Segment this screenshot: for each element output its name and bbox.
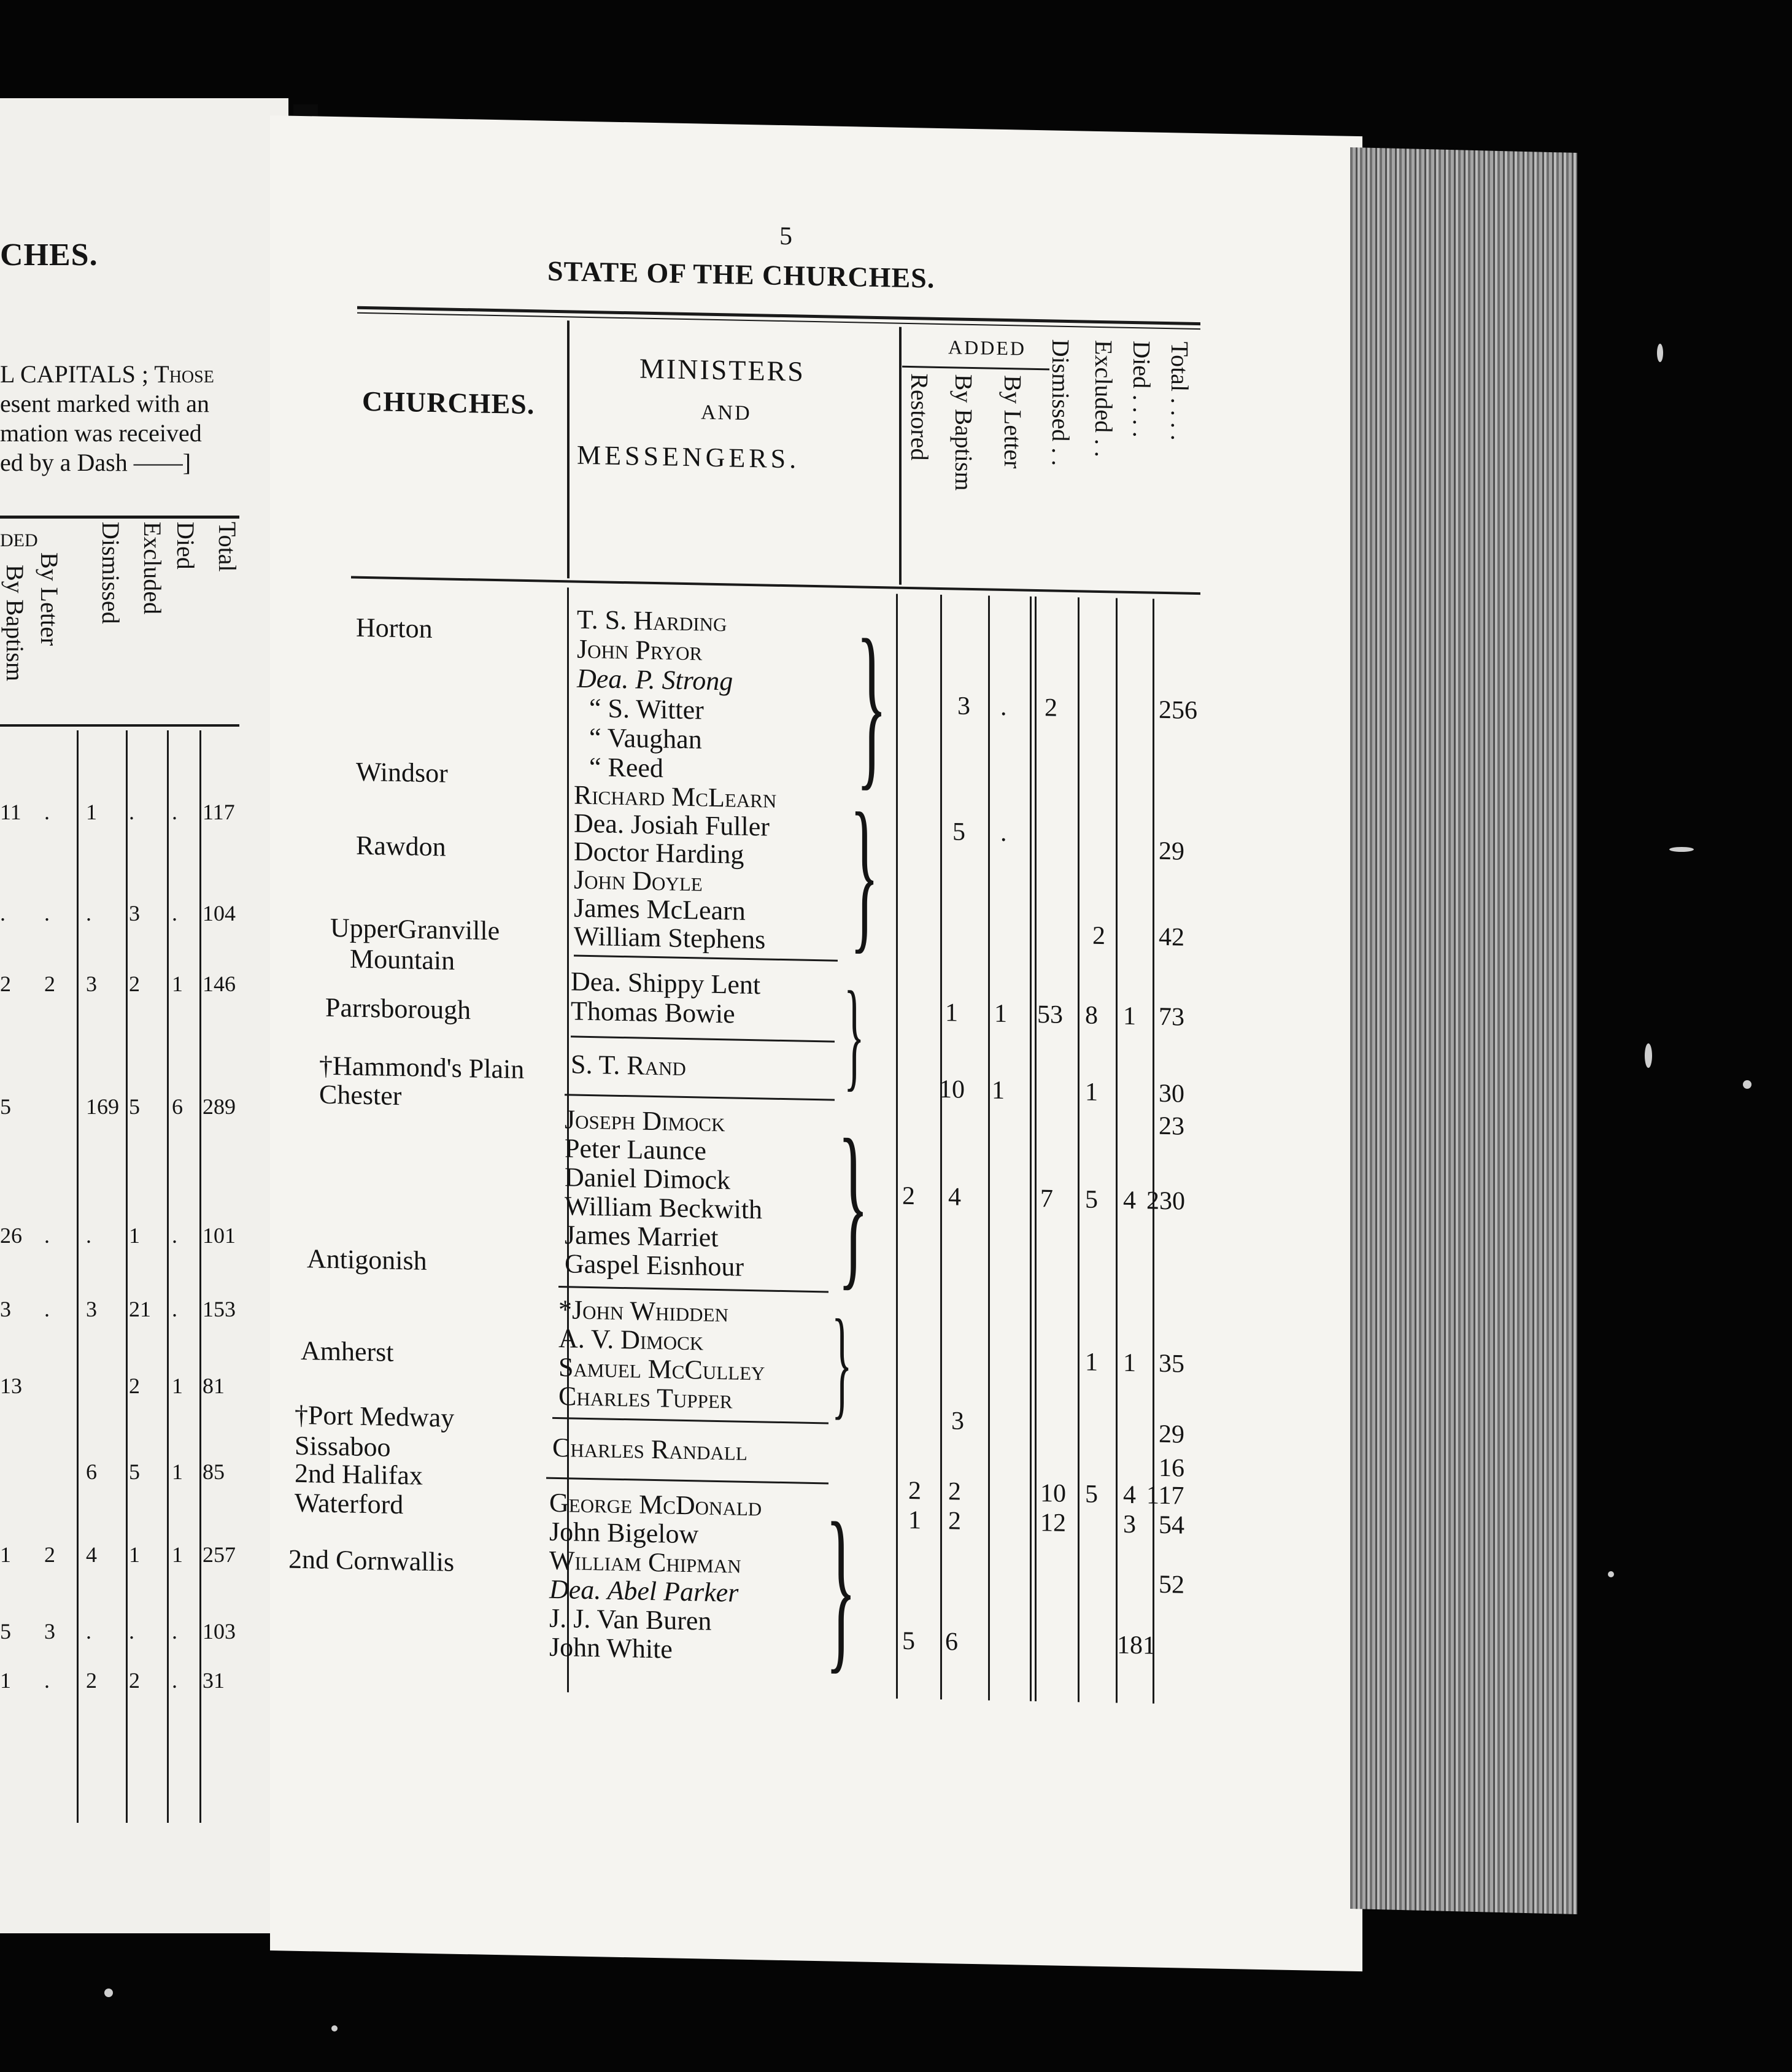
figure: 1 <box>994 999 1007 1029</box>
figure: 6 <box>945 1628 958 1656</box>
figure: 29 <box>1159 837 1184 866</box>
minister-name: John Doyle <box>574 864 703 897</box>
left-rule <box>0 724 239 727</box>
figure: 29 <box>1159 1420 1184 1449</box>
minister-name: Charles Randall <box>552 1432 747 1466</box>
header-divider <box>899 327 902 585</box>
left-table-cell: . <box>129 1619 134 1644</box>
group-brace: } <box>825 1485 857 1690</box>
left-col-header: Total <box>214 522 241 572</box>
minister-name: Dea. Abel Parker <box>549 1574 739 1608</box>
figure: 8 <box>1085 1001 1098 1030</box>
figure: 2 <box>948 1507 961 1536</box>
group-rule <box>574 955 838 962</box>
left-table-cell: . <box>86 1619 91 1644</box>
header-excluded: Excluded . . <box>1090 339 1118 458</box>
church-name: Windsor <box>356 756 448 789</box>
left-page <box>0 98 288 1933</box>
minister-name: Samuel McCulley <box>558 1352 765 1386</box>
header-died: Died . . . . <box>1128 340 1156 438</box>
header-added: ADDED <box>948 336 1026 360</box>
minister-name: Doctor Harding <box>574 836 744 870</box>
left-column-line <box>77 730 79 1823</box>
minister-name: William Stephens <box>574 921 766 955</box>
left-table-cell: 1 <box>129 1223 140 1248</box>
left-intro-line: L CAPITALS ; Those <box>0 360 214 388</box>
left-table-cell: 1 <box>0 1668 11 1693</box>
left-table-cell: 1 <box>0 1542 11 1567</box>
column-line <box>896 594 898 1699</box>
minister-name: Dea. Josiah Fuller <box>574 808 770 842</box>
left-table-cell: 2 <box>129 1374 140 1398</box>
column-line <box>1116 598 1118 1703</box>
left-table-cell: . <box>44 1297 50 1321</box>
left-table-cell: . <box>44 1668 50 1693</box>
minister-name: “ Reed <box>589 751 663 784</box>
figure: 4 <box>948 1183 961 1212</box>
church-name: 2nd Halifax <box>295 1458 423 1491</box>
figure: 5 <box>1085 1480 1098 1509</box>
figure: 2 <box>1092 921 1105 951</box>
left-table-cell: 289 <box>203 1094 236 1119</box>
church-name: †Port Medway <box>295 1399 455 1433</box>
figure: 1 <box>992 1076 1005 1105</box>
left-table-cell: 3 <box>129 901 140 926</box>
left-added-header: DED <box>0 530 38 551</box>
figure: 256 <box>1159 695 1197 725</box>
left-table-cell: 101 <box>203 1223 236 1248</box>
minister-name: William Beckwith <box>565 1191 763 1225</box>
header-total: Total . . . . <box>1166 341 1194 441</box>
left-table-cell: 26 <box>0 1223 22 1248</box>
minister-name: Richard McLearn <box>574 779 777 814</box>
left-table-cell: 6 <box>172 1094 183 1119</box>
left-rule <box>0 516 239 519</box>
figure: 4 <box>1123 1186 1136 1215</box>
church-name: †Hammond's Plain <box>319 1050 525 1084</box>
minister-name: Gaspel Eisnhour <box>565 1248 744 1282</box>
column-line <box>940 595 942 1699</box>
left-table-cell: 2 <box>44 972 55 996</box>
figure: 1 <box>1085 1078 1098 1107</box>
figure: 4 <box>1123 1480 1136 1510</box>
figure: 10 <box>1040 1479 1066 1508</box>
figure: 181 <box>1117 1631 1156 1660</box>
figure: 2 <box>908 1476 921 1506</box>
figure: 1 <box>1123 1348 1136 1378</box>
church-name: Mountain <box>350 943 455 976</box>
minister-name: Charles Tupper <box>558 1381 733 1415</box>
figure: 35 <box>1159 1349 1184 1378</box>
left-table-cell: 3 <box>86 1297 97 1321</box>
figure: 3 <box>957 692 970 721</box>
page-number: 5 <box>779 222 792 251</box>
figure: 3 <box>951 1407 964 1436</box>
left-title-fragment: CHES. <box>0 238 98 273</box>
group-rule <box>552 1417 828 1424</box>
figure: 5 <box>902 1626 915 1656</box>
left-table-cell: 257 <box>203 1542 236 1567</box>
page-title: STATE OF THE CHURCHES. <box>547 255 935 294</box>
left-table-cell: 2 <box>0 972 11 996</box>
left-table-cell: . <box>86 1223 91 1248</box>
left-table-cell: 3 <box>0 1297 11 1321</box>
column-line <box>1153 599 1154 1704</box>
figure: 73 <box>1159 1002 1184 1032</box>
minister-name: A. V. Dimock <box>558 1323 704 1356</box>
figure: 2 <box>1045 694 1057 722</box>
left-table-cell: 3 <box>86 972 97 996</box>
left-table-cell: 85 <box>203 1459 225 1484</box>
left-column-line <box>126 730 128 1823</box>
figure: 7 <box>1040 1185 1053 1213</box>
figure: 42 <box>1159 922 1184 952</box>
figure: 1 <box>945 999 958 1027</box>
church-name: UpperGranville <box>330 912 500 946</box>
minister-name: Daniel Dimock <box>565 1162 731 1196</box>
minister-name: Thomas Bowie <box>571 995 735 1029</box>
minister-name: George McDonald <box>549 1487 762 1522</box>
left-table-cell: 3 <box>44 1619 55 1644</box>
left-table-cell: 2 <box>129 972 140 996</box>
figure: 23 <box>1159 1111 1184 1141</box>
left-table-cell: 1 <box>172 1542 183 1567</box>
minister-name: John White <box>549 1631 673 1664</box>
figure: 1 <box>908 1506 921 1535</box>
minister-name: “ S. Witter <box>589 692 704 725</box>
minister-name: J. J. Van Buren <box>549 1602 712 1636</box>
figure: 1 <box>1123 1002 1136 1031</box>
header-ministers: MINISTERS <box>639 352 805 387</box>
figure: 5 <box>1085 1185 1098 1214</box>
left-table-cell: . <box>86 901 91 926</box>
header-divider <box>567 320 570 578</box>
column-line <box>1030 597 1032 1701</box>
left-table-cell: 5 <box>0 1094 11 1119</box>
header-bottom-rule <box>351 576 1200 595</box>
minister-name: Joseph Dimock <box>565 1104 725 1138</box>
minister-name: James Marriet <box>565 1220 719 1253</box>
church-name: Sissaboo <box>295 1430 391 1463</box>
left-table-cell: 104 <box>203 901 236 926</box>
group-brace: } <box>844 966 865 1103</box>
left-table-cell: 81 <box>203 1374 225 1398</box>
figure: 10 <box>939 1075 965 1104</box>
figure: . <box>1000 692 1007 722</box>
left-table-cell: . <box>172 800 177 824</box>
group-brace: } <box>850 777 879 969</box>
right-page <box>270 115 1362 1971</box>
group-rule <box>558 1286 828 1293</box>
left-table-cell: . <box>172 901 177 926</box>
left-table-cell: 4 <box>86 1542 97 1567</box>
left-table-cell: 117 <box>203 800 235 824</box>
header-churches: CHURCHES. <box>362 385 535 420</box>
minister-name: T. S. Harding <box>577 604 727 638</box>
left-table-cell: 31 <box>203 1668 225 1693</box>
left-table-cell: . <box>172 1668 177 1693</box>
minister-name: S. T. Rand <box>571 1049 686 1082</box>
left-table-cell: 21 <box>129 1297 151 1321</box>
left-table-cell: 5 <box>0 1619 11 1644</box>
left-col-header: Excluded <box>139 522 166 615</box>
left-table-cell: 1 <box>172 1459 183 1484</box>
figure: 52 <box>1159 1570 1184 1599</box>
left-table-cell: 6 <box>86 1459 97 1484</box>
church-name: Amherst <box>301 1335 394 1367</box>
figure: 16 <box>1159 1453 1184 1483</box>
figure: 3 <box>1123 1510 1136 1539</box>
church-name: Waterford <box>295 1487 404 1520</box>
left-col-header: By Baptism <box>1 565 29 682</box>
left-intro-line: mation was received <box>0 419 202 447</box>
column-line <box>1078 597 1079 1702</box>
group-rule <box>546 1477 828 1485</box>
left-table-cell: 1 <box>86 800 97 824</box>
added-underline <box>902 366 1049 371</box>
left-intro-line: ed by a Dash ——] <box>0 449 191 476</box>
left-table-cell: 169 <box>86 1094 119 1119</box>
church-name: Antigonish <box>307 1243 427 1276</box>
minister-name: Peter Launce <box>565 1133 706 1166</box>
page-edges <box>1350 147 1577 1914</box>
minister-name: “ Vaughan <box>589 722 702 755</box>
left-table-cell: . <box>44 1223 50 1248</box>
figure: 53 <box>1037 1000 1063 1029</box>
left-table-cell: 2 <box>86 1668 97 1693</box>
church-name: Rawdon <box>356 830 446 862</box>
left-table-cell: 2 <box>129 1668 140 1693</box>
minister-name: John Bigelow <box>549 1516 699 1550</box>
minister-name: John Pryor <box>577 633 703 667</box>
left-table-cell: 153 <box>203 1297 236 1321</box>
left-column-line <box>199 730 201 1823</box>
figure: 117 <box>1146 1481 1184 1510</box>
left-table-cell: 1 <box>172 1374 183 1398</box>
church-name: Parrsborough <box>325 992 471 1026</box>
figure: 5 <box>952 818 965 846</box>
figure: 54 <box>1159 1510 1184 1540</box>
left-table-cell: 1 <box>129 1542 140 1567</box>
figure: 230 <box>1146 1186 1185 1216</box>
group-brace: } <box>856 601 887 806</box>
left-table-cell: 13 <box>0 1374 22 1398</box>
left-column-line <box>167 730 169 1823</box>
left-table-cell: . <box>44 901 50 926</box>
church-name: Horton <box>356 612 433 644</box>
figure: 30 <box>1159 1079 1184 1108</box>
figure: 1 <box>1085 1348 1098 1377</box>
header-and: AND <box>701 401 752 425</box>
left-table-cell: 5 <box>129 1094 140 1119</box>
minister-name: *John Whidden <box>558 1294 728 1328</box>
left-table-cell: 2 <box>44 1542 55 1567</box>
left-table-cell: . <box>0 901 6 926</box>
header-restored: Restored <box>906 373 933 461</box>
church-name: 2nd Cornwallis <box>288 1544 455 1577</box>
figure: 2 <box>902 1181 915 1211</box>
group-brace: } <box>832 1294 852 1431</box>
group-rule <box>565 1094 835 1100</box>
left-col-header: By Letter <box>36 552 63 646</box>
minister-name: James McLearn <box>574 892 746 926</box>
left-table-cell: . <box>172 1619 177 1644</box>
group-rule <box>571 1035 835 1042</box>
left-table-cell: . <box>129 800 134 824</box>
header-messengers: MESSENGERS. <box>577 439 800 474</box>
left-table-cell: 146 <box>203 972 236 996</box>
minister-name: Dea. Shippy Lent <box>571 966 761 1000</box>
header-by-letter: By Letter <box>999 374 1027 469</box>
figure: 12 <box>1040 1509 1066 1537</box>
left-table-cell: 103 <box>203 1619 236 1644</box>
left-table-cell: . <box>172 1223 177 1248</box>
group-brace: } <box>838 1101 869 1306</box>
left-col-header: Dismissed <box>97 522 125 624</box>
header-dismissed: Dismissed . . <box>1047 339 1075 466</box>
left-table-cell: 11 <box>0 800 21 824</box>
church-name: Chester <box>319 1079 402 1111</box>
figure: . <box>1000 818 1007 848</box>
column-line <box>988 595 990 1700</box>
left-table-cell: . <box>44 800 50 824</box>
left-table-cell: 5 <box>129 1459 140 1484</box>
left-table-cell: 1 <box>172 972 183 996</box>
left-intro-line: esent marked with an <box>0 390 209 417</box>
left-table-cell: . <box>172 1297 177 1321</box>
minister-name: Dea. P. Strong <box>577 663 733 697</box>
column-line <box>1035 597 1037 1701</box>
left-col-header: Died <box>172 522 199 570</box>
minister-name: William Chipman <box>549 1545 741 1579</box>
header-by-baptism: By Baptism <box>950 374 978 492</box>
figure: 2 <box>948 1477 961 1506</box>
